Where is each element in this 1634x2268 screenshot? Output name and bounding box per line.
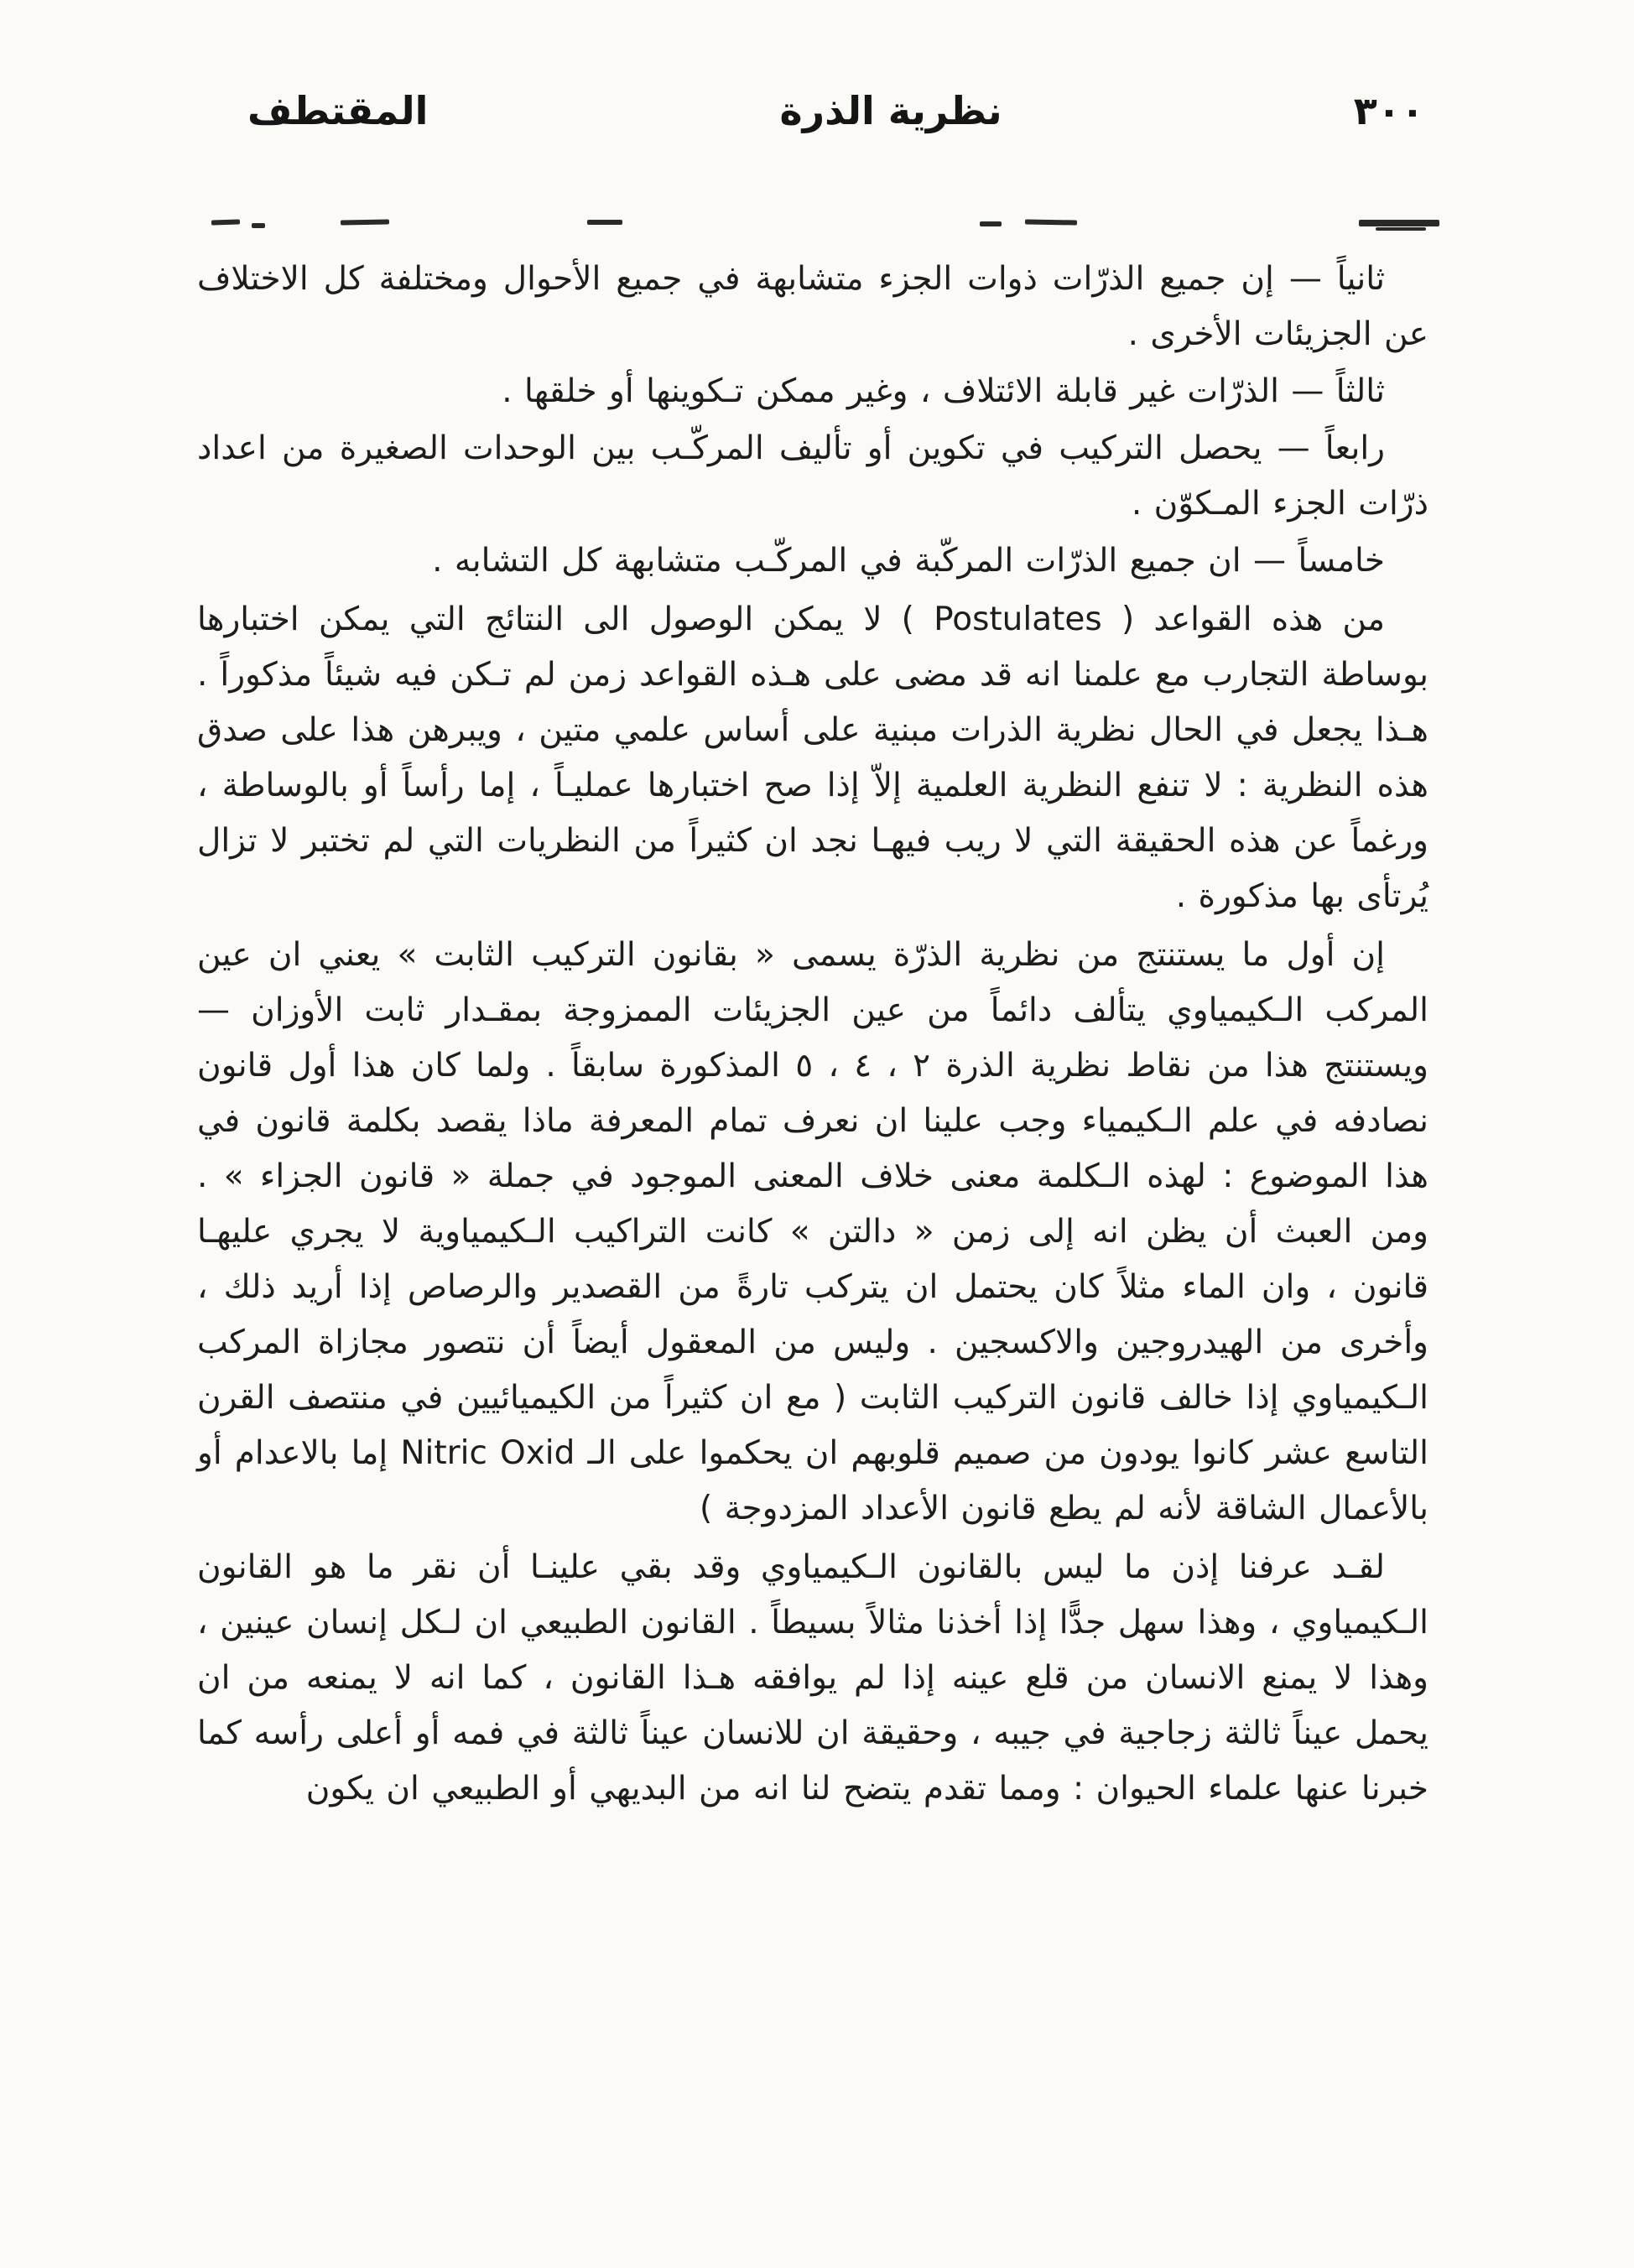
rule-dash (1376, 227, 1426, 231)
article-body (197, 252, 1428, 1817)
paragraph-postulate-4: رابعاً — يحصل التركيب في تكوين أو تأليف المركّـب بين الوحدات الصغيرة من اعداد ذرّات الجزء المـكوّن . (197, 429, 1428, 523)
page-header (0, 88, 1634, 133)
paragraph-postulates-discussion: من هذه القواعد ( Postulates ) لا يمكن الوصول الى النتائج التي يمكن اختبارها بوساطة التجارب مع علمنا انه قد مضى على هـذه القواعد زمن لم تـكن فيه شيئاً مذكوراً . هـذا يجعل في الحال نظرية الذرات مبنية على أساس علمي متين ، ويبرهن هذا على صدق هذه النظرية : لا تنفع النظرية العلمية إلاّ إذا صح اختبارها عمليـاً ، إما رأساً أو بالوساطة ، ورغماً عن هذه الحقيقة التي لا ريب فيهـا نجد ان كثيراً من النظريات التي لم تختبر لا تزال يُرتأى بها مذكورة . (197, 601, 1428, 915)
rule-dash (211, 219, 240, 225)
rule-dash (587, 220, 622, 225)
rule-dash (252, 223, 265, 228)
rule-dash (341, 219, 389, 225)
paragraph-postulate-3: ثالثاً — الذرّات غير قابلة الائتلاف ، وغير ممكن تـكوينها أو خلقها . (502, 372, 1385, 410)
magazine-name: المقتطف (247, 88, 429, 133)
paragraph-postulate-2: ثانياً — إن جميع الذرّات ذوات الجزء متشابهة في جميع الأحوال ومختلفة كل الاختلاف عن الجزيئات الأخرى . (197, 260, 1428, 353)
paragraph-postulate-5: خامساً — ان جميع الذرّات المركّبة في المركّـب متشابهة كل التشابه . (432, 542, 1385, 580)
rule-dash (1359, 220, 1439, 226)
rule-dash (1025, 219, 1077, 225)
header-rule-artifacts (0, 220, 1634, 231)
page-title: نظرية الذرة (779, 88, 1002, 133)
paragraph-chemical-law-example: لقـد عرفنا إذن ما ليس بالقانون الـكيمياوي وقد بقي علينـا أن نقر ما هو القانون الـكيمياوي ، وهذا سهل جدًّا إذا أخذنا مثالاً بسيطاً . القانون الطبيعي ان لـكل إنسان عينين ، وهذا لا يمنع الانسان من قلع عينه إذا لم يوافقه هـذا القانون ، كما انه لا يمنعه من ان يحمل عيناً ثالثة زجاجية في جيبه ، وحقيقة ان للانسان عيناً ثالثة في فمه أو أعلى رأسه كما خبرنا عنها علماء الحيوان : ومما تقدم يتضح لنا انه من البديهي أو الطبيعي ان يكون (197, 1548, 1428, 1808)
page-number: ٣٠٠ (1353, 88, 1424, 133)
rule-dash (980, 221, 1002, 226)
paragraph-law-of-constant-composition: إن أول ما يستنتج من نظرية الذرّة يسمى « بقانون التركيب الثابت » يعني ان عين المركب الـكيمياوي يتألف دائماً من عين الجزيئات الممزوجة بمقـدار ثابت الأوزان — ويستنتج هذا من نقاط نظرية الذرة ٢ ، ٤ ، ٥ المذكورة سابقاً . ولما كان هذا أول قانون نصادفه في علم الـكيمياء وجب علينا ان نعرف تمام المعرفة ماذا يقصد بكلمة قانون في هذا الموضوع : لهذه الـكلمة معنى خلاف المعنى الموجود في جملة « قانون الجزاء » . ومن العبث أن يظن انه إلى زمن « دالتن » كانت التراكيب الـكيمياوية لا يجري عليهـا قانون ، وان الماء مثلاً كان يحتمل ان يتركب تارةً من القصدير والرصاص إذا أريد ذلك ، وأخرى من الهيدروجين والاكسجين . وليس من المعقول أيضاً أن نتصور مجازاة المركب الـكيمياوي إذا خالف قانون التركيب الثابت ( مع ان كثيراً من الكيميائيين في منتصف القرن التاسع عشر كانوا يودون من صميم قلوبهم ان يحكموا على الـ Nitric Oxid إما بالاعدام أو بالأعمال الشاقة لأنه لم يطع قانون الأعداد المزدوجة ) (197, 936, 1428, 1527)
